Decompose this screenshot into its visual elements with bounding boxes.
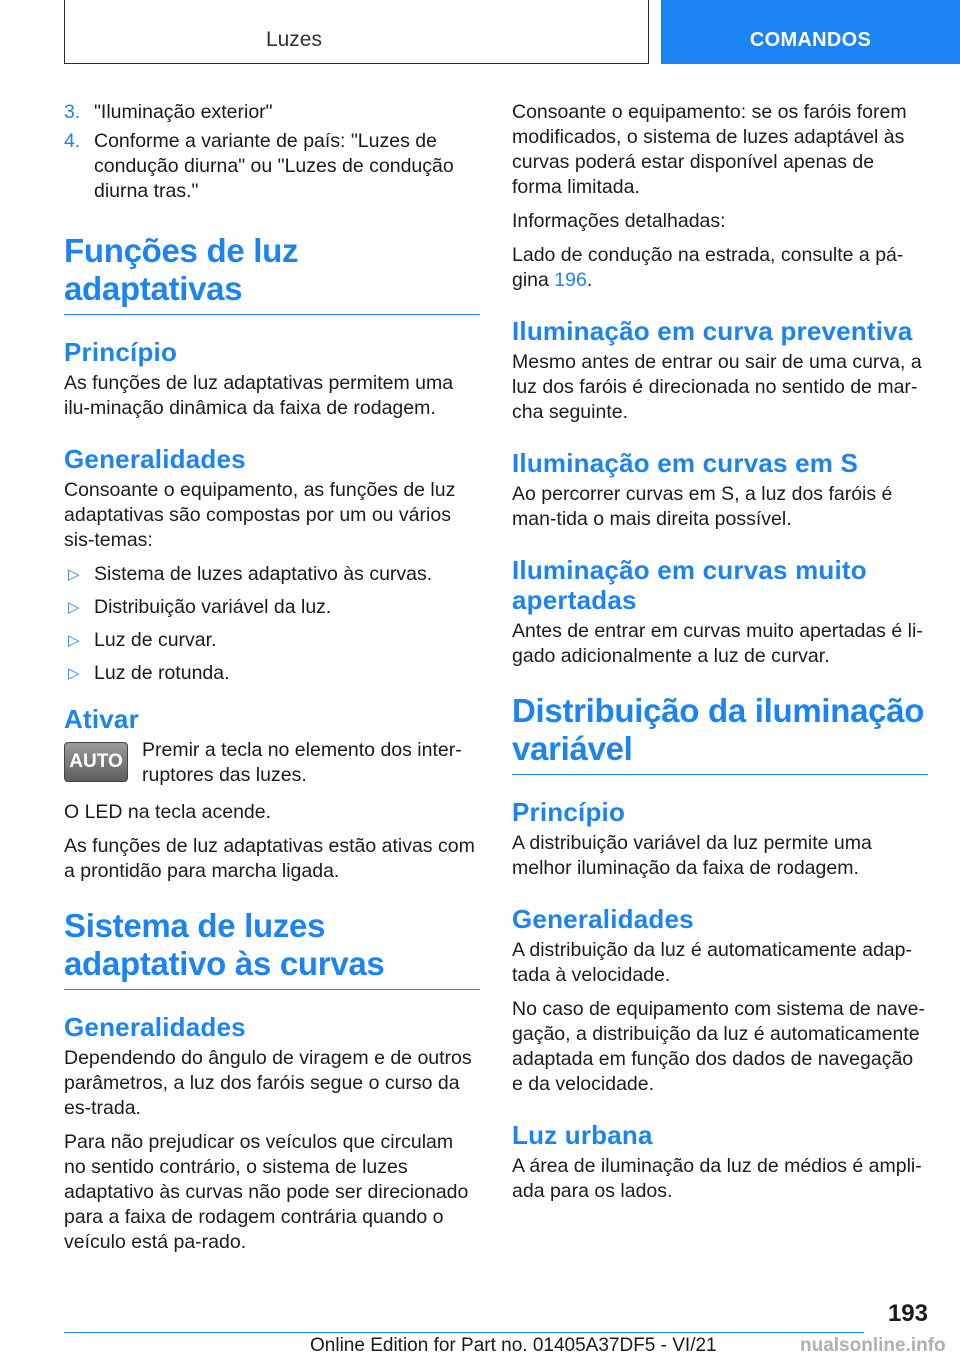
- triangle-bullet-icon: ▷: [68, 566, 80, 583]
- list-item: [64, 129, 480, 204]
- right-column: [512, 100, 928, 1213]
- header-section-box: [64, 0, 649, 64]
- bullet-item: ▷ Distribuição variável da luz.: [68, 596, 332, 618]
- paragraph-auto-adapt: A distribuição da luz é automaticamente adap-tada à velocidade.: [512, 939, 912, 986]
- left-column: [64, 100, 480, 1264]
- paragraph-s-curves: Ao percorrer curvas em S, a luz dos faróis é man-tida o mais direita possível.: [512, 483, 893, 530]
- auto-button-icon: AUTO: [64, 742, 128, 782]
- paragraph-details: Informações detalhadas:: [512, 210, 726, 232]
- page-link[interactable]: 196: [554, 269, 587, 291]
- numbered-list: [64, 100, 480, 204]
- activate-text: Premir a tecla no elemento dos inter-ruptores das luzes.: [142, 739, 462, 786]
- heading-preventive: Iluminação em curva preventiva: [512, 316, 913, 346]
- heading-s-curves: Iluminação em curvas em S: [512, 448, 859, 478]
- list-text: "Iluminação exterior": [94, 101, 273, 123]
- heading-urban-light: Luz urbana: [512, 1120, 653, 1150]
- footer-edition: Online Edition for Part no. 01405A37DF5 - VI/21: [310, 1335, 717, 1356]
- paragraph-preventive: Mesmo antes de entrar ou sair de uma curva, a luz dos faróis é direcionada no sentido de mar-cha seguinte.: [512, 351, 922, 423]
- heading-principle: Princípio: [64, 337, 178, 367]
- paragraph-urban-light: A área de iluminação da luz de médios é ampli-ada para os lados.: [512, 1155, 922, 1202]
- paragraph-led: O LED na tecla acende.: [64, 801, 272, 823]
- bullet-item: ▷ Sistema de luzes adaptativo às curvas.: [68, 563, 433, 585]
- bullet-list: [64, 562, 480, 686]
- paragraph-modified: Consoante o equipamento: se os faróis forem modificados, o sistema de luzes adaptável às curvas poderá estar disponível apenas de forma limitada.: [512, 101, 907, 198]
- watermark: nualsonline.info: [800, 1335, 946, 1356]
- footer-divider: [64, 1332, 864, 1333]
- heading-curve-system: Sistema de luzes adaptativo às curvas: [64, 907, 480, 990]
- activate-instruction: [64, 738, 480, 788]
- heading-general-2: Generalidades: [64, 1012, 246, 1042]
- page-header: [0, 0, 960, 66]
- list-item: [64, 100, 480, 125]
- paragraph-driving-side: Lado de condução na estrada, consulte a pá-gina 196.: [512, 244, 904, 291]
- triangle-bullet-icon: ▷: [68, 599, 80, 616]
- bullet-item: ▷ Luz de curvar.: [68, 629, 217, 651]
- heading-activate: Ativar: [64, 704, 139, 734]
- heading-tight-curves: Iluminação em curvas muito apertadas: [512, 555, 867, 615]
- heading-adaptive-functions: Funções de luz adaptativas: [64, 232, 480, 315]
- heading-general: Generalidades: [64, 444, 246, 474]
- paragraph-navigation: No caso de equipamento com sistema de nave-gação, a distribuição da luz é automaticamente adaptada em função dos dados de navegação e da velocidade.: [512, 998, 925, 1095]
- list-number: 3.: [64, 101, 81, 123]
- heading-general-right: Generalidades: [512, 904, 694, 934]
- header-chapter-tab[interactable]: COMANDOS: [661, 0, 960, 64]
- triangle-bullet-icon: ▷: [68, 632, 80, 649]
- paragraph-tight-curves: Antes de entrar em curvas muito apertadas é li-gado adicionalmente a luz de curvar.: [512, 620, 923, 667]
- heading-variable-distribution: Distribuição da iluminação variável: [512, 692, 928, 775]
- heading-principle-right: Princípio: [512, 797, 626, 827]
- paragraph-ready: As funções de luz adaptativas estão ativas com a prontidão para marcha ligada.: [64, 835, 475, 882]
- paragraph-oncoming: Para não prejudicar os veículos que circulam no sentido contrário, o sistema de luzes adaptativo às curvas não pode ser direcionado para a faixa de rodagem contrária quando o veículo está pa-rado.: [64, 1131, 469, 1253]
- bullet-item: ▷ Luz de rotunda.: [68, 662, 230, 684]
- header-section-title: Luzes: [265, 28, 322, 51]
- paragraph-depends: Dependendo do ângulo de viragem e de outros parâmetros, a luz dos faróis segue o curso da es-trada.: [64, 1047, 472, 1119]
- page-number: 193: [887, 1300, 928, 1327]
- list-number: 4.: [64, 130, 81, 152]
- paragraph-general: Consoante o equipamento, as funções de luz adaptativas são compostas por um ou vários sis-temas:: [64, 479, 456, 551]
- paragraph-principle: As funções de luz adaptativas permitem uma ilu-minação dinâmica da faixa de rodagem.: [64, 372, 454, 419]
- paragraph-principle-right: A distribuição variável da luz permite uma melhor iluminação da faixa de rodagem.: [512, 832, 872, 879]
- list-text: Conforme a variante de país: "Luzes de condução diurna" ou "Luzes de condução diurna tras.": [94, 130, 454, 202]
- triangle-bullet-icon: ▷: [68, 665, 80, 682]
